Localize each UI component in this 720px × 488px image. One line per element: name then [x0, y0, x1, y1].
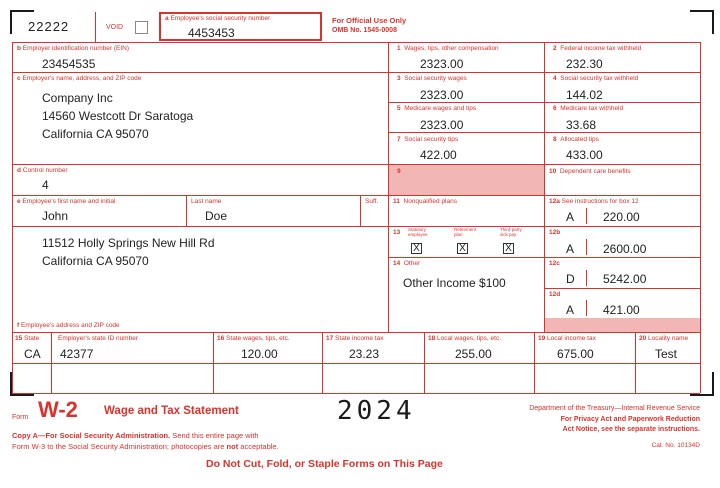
box4-label: 4 Social security tax withheld: [553, 75, 639, 82]
box11-label: 11 Nonqualified plans: [393, 198, 457, 205]
employer-name-line3: California CA 95070: [42, 127, 149, 141]
box20-label: 20 Locality name: [639, 335, 689, 342]
box14-label: 14 Other: [393, 260, 421, 267]
box12a-label: 12a See instructions for box 12: [549, 198, 639, 205]
employer-name-line2: 14560 Westcott Dr Saratoga: [42, 109, 194, 123]
box9-shade: [389, 165, 544, 195]
box10-label: 10 Dependent care benefits: [549, 168, 631, 175]
box17-label: 17 State income tax: [326, 335, 384, 342]
ein-label: b Employer identification number (EIN): [17, 45, 130, 52]
box12b-code: A: [566, 242, 575, 256]
box12c-label: 12c: [549, 260, 560, 267]
box12a-value: 220.00: [603, 210, 640, 224]
void-code: 22222: [28, 19, 70, 34]
employee-last-value: Doe: [205, 209, 228, 223]
box15-label: 15 State: [15, 335, 40, 342]
employee-address-line1: 11512 Holly Springs New Hill Rd: [42, 236, 215, 250]
employee-address-label: f Employee's address and ZIP code: [17, 322, 120, 329]
privacy-line1: For Privacy Act and Paperwork Reduction: [560, 416, 700, 423]
employee-address-line2: California CA 95070: [42, 254, 149, 268]
box13-label: 13: [393, 229, 401, 236]
box12c-code: D: [566, 272, 575, 286]
box12a-code: A: [566, 210, 575, 224]
box13-statutory-label: Statutory employee: [408, 227, 428, 237]
box3-label: 3 Social security wages: [397, 75, 467, 82]
box15-stateid-value: 42377: [60, 347, 94, 361]
box13-statutory-checkbox[interactable]: X: [411, 243, 422, 254]
box6-label: 6 Medicare tax withheld: [553, 105, 624, 112]
employee-last-label: Last name: [191, 198, 222, 205]
box16-value: 120.00: [241, 347, 278, 361]
box15-state-value: CA: [24, 347, 41, 361]
form-title: Wage and Tax Statement: [104, 405, 239, 417]
box7-value: 422.00: [420, 148, 457, 162]
employer-name-line1: Company Inc: [42, 91, 113, 105]
box19-value: 675.00: [557, 347, 594, 361]
employee-first-label: e Employee's first name and initial: [17, 198, 116, 205]
box14-value: Other Income $100: [403, 276, 506, 290]
box12d-code: A: [566, 303, 575, 317]
do-not-cut-notice: Do Not Cut, Fold, or Staple Forms on This Page: [206, 458, 443, 470]
box5-label: 5 Medicare wages and tips: [397, 105, 477, 112]
box9-label: 9: [397, 168, 401, 175]
box12c-value: 5242.00: [603, 272, 647, 286]
box8-label: 8 Allocated tips: [553, 136, 599, 143]
box19-label: 19 Local income tax: [538, 335, 596, 342]
box13-thirdparty-checkbox[interactable]: X: [503, 243, 514, 254]
employee-suffix-label: Suff.: [365, 198, 379, 205]
box3-value: 2323.00: [420, 88, 464, 102]
form-word: Form: [12, 414, 29, 421]
ein-value: 23454535: [42, 57, 96, 71]
box13-retirement-label: Retirement plan: [454, 227, 477, 237]
box20-value: Test: [655, 347, 678, 361]
privacy-line2: Act Notice, see the separate instructions.: [562, 426, 700, 433]
box18-value: 255.00: [455, 347, 492, 361]
void-checkbox[interactable]: [135, 21, 148, 34]
box12b-value: 2600.00: [603, 242, 647, 256]
box12b-label: 12b: [549, 229, 561, 236]
box5-value: 2323.00: [420, 118, 464, 132]
box4-value: 144.02: [566, 88, 603, 102]
dept-treasury: Department of the Treasury—Internal Revenue Service: [529, 405, 700, 412]
tax-year: 2024: [337, 396, 416, 426]
crop-mark-top-right: [690, 10, 714, 34]
employee-first-value: John: [42, 209, 69, 223]
omb-number: OMB No. 1545-0008: [332, 27, 397, 34]
box12d-shade: [545, 318, 700, 332]
box2-value: 232.30: [566, 57, 603, 71]
box12d-label: 12d: [549, 291, 561, 298]
official-use-label: For Official Use Only: [332, 16, 407, 25]
box8-value: 433.00: [566, 148, 603, 162]
box7-label: 7 Social security tips: [397, 136, 459, 143]
box12d-value: 421.00: [603, 303, 640, 317]
catalog-number: Cat. No. 10134D: [651, 442, 700, 449]
box13-thirdparty-label: Third-party sick pay: [500, 227, 522, 237]
copy-a-line1: Copy A—For Social Security Administration. Send this entire page with: [12, 431, 259, 440]
ssn-label: a Employee's social security number: [165, 15, 271, 22]
control-number-label: d Control number: [17, 167, 68, 174]
box1-label: 1 Wages, tips, other compensation: [397, 45, 499, 52]
form-name: W-2: [38, 397, 78, 422]
copy-a-line2: Form W-3 to the Social Security Administration; photocopies are not acceptable.: [12, 442, 279, 451]
box6-value: 33.68: [566, 118, 597, 132]
box1-value: 2323.00: [420, 57, 464, 71]
control-number-value: 4: [42, 178, 49, 192]
box15-stateid-label: Employer's state ID number: [58, 335, 138, 342]
employer-name-label: c Employer's name, address, and ZIP code: [17, 75, 142, 82]
box2-label: 2 Federal income tax withheld: [553, 45, 642, 52]
box16-label: 16 State wages, tips, etc.: [217, 335, 290, 342]
ssn-value: 4453453: [188, 26, 235, 40]
void-label: VOID: [106, 24, 124, 31]
box17-value: 23.23: [349, 347, 380, 361]
box18-label: 18 Local wages, tips, etc.: [428, 335, 501, 342]
box13-retirement-checkbox[interactable]: X: [457, 243, 468, 254]
